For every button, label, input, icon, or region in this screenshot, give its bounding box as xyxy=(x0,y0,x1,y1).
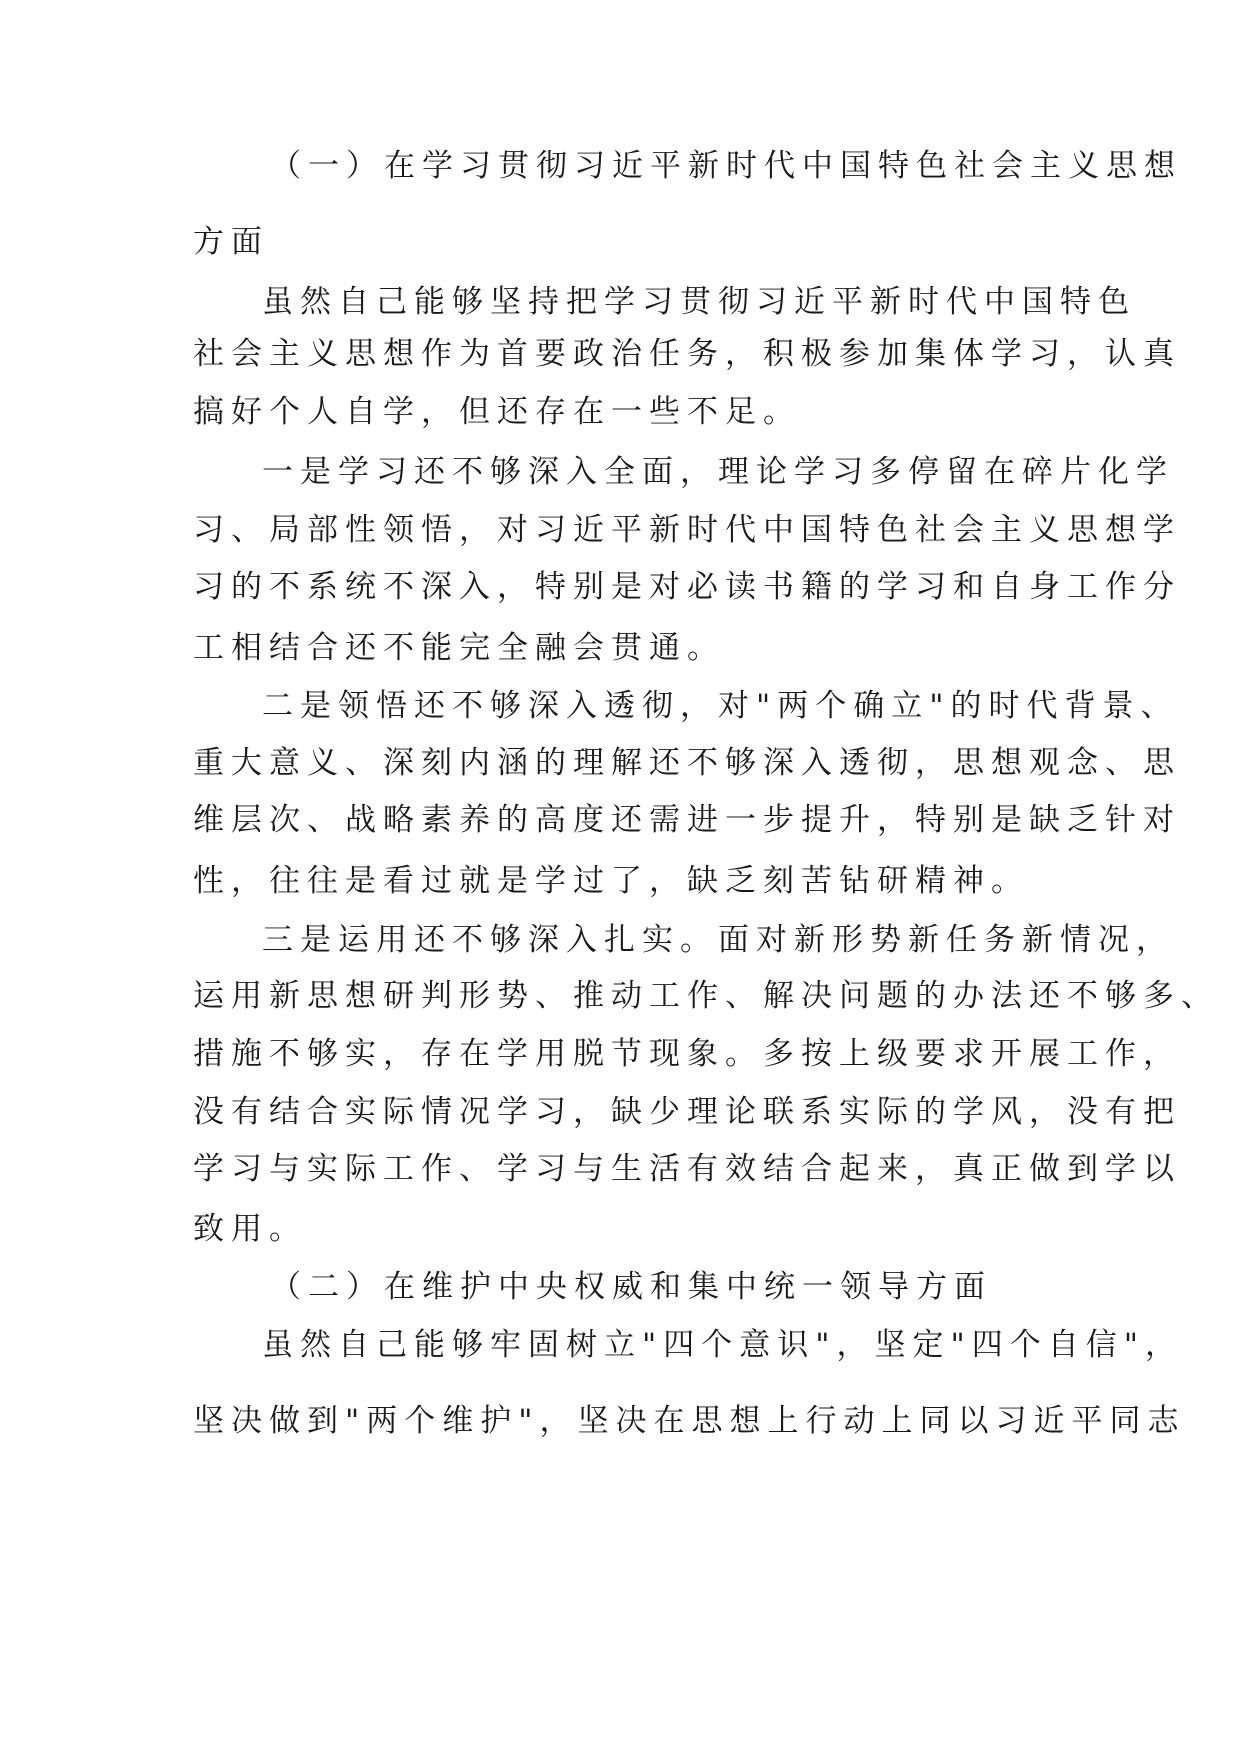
paragraph-line: 习的不系统不深入，特别是对必读书籍的学习和自身工作分 xyxy=(193,569,1181,605)
paragraph-line: 三是运用还不够深入扎实。面对新形势新任务新情况， xyxy=(262,922,1174,958)
paragraph-line: 社会主义思想作为首要政治任务，积极参加集体学习，认真 xyxy=(193,336,1181,372)
section-heading-1-continued: 方面 xyxy=(193,224,269,260)
paragraph-line: 措施不够实，存在学用脱节现象。多按上级要求开展工作， xyxy=(193,1036,1181,1072)
paragraph-line: 运用新思想研判形势、推动工作、解决问题的办法还不够多、 xyxy=(193,978,1219,1014)
paragraph-line: 没有结合实际情况学习，缺少理论联系实际的学风，没有把 xyxy=(193,1094,1181,1130)
paragraph-line: 虽然自己能够坚持把学习贯彻习近平新时代中国特色 xyxy=(262,284,1136,320)
paragraph-line: 习、局部性领悟，对习近平新时代中国特色社会主义思想学 xyxy=(193,512,1181,548)
paragraph-line: 二是领悟还不够深入透彻，对"两个确立"的时代背景、 xyxy=(262,688,1179,724)
paragraph-line: 坚决做到"两个维护"，坚决在思想上行动上同以习近平同志 xyxy=(193,1403,1186,1439)
paragraph-line: 学习与实际工作、学习与生活有效结合起来，真正做到学以 xyxy=(193,1151,1181,1187)
paragraph-line: 重大意义、深刻内涵的理解还不够深入透彻，思想观念、思 xyxy=(193,745,1181,781)
paragraph-line: 性，往往是看过就是学过了，缺乏刻苦钻研精神。 xyxy=(193,863,1029,899)
paragraph-line: 一是学习还不够深入全面，理论学习多停留在碎片化学 xyxy=(262,454,1174,490)
paragraph-line: 虽然自己能够牢固树立"四个意识"，坚定"四个自信"， xyxy=(262,1327,1184,1363)
paragraph-line: 搞好个人自学，但还存在一些不足。 xyxy=(193,394,801,430)
paragraph-line: 工相结合还不能完全融会贯通。 xyxy=(193,630,725,666)
paragraph-line: 维层次、战略素养的高度还需进一步提升，特别是缺乏针对 xyxy=(193,802,1181,838)
section-heading-2: （二）在维护中央权威和集中统一领导方面 xyxy=(270,1269,992,1305)
section-heading-1: （一）在学习贯彻习近平新时代中国特色社会主义思想 xyxy=(270,148,1182,184)
paragraph-line: 致用。 xyxy=(193,1211,307,1247)
